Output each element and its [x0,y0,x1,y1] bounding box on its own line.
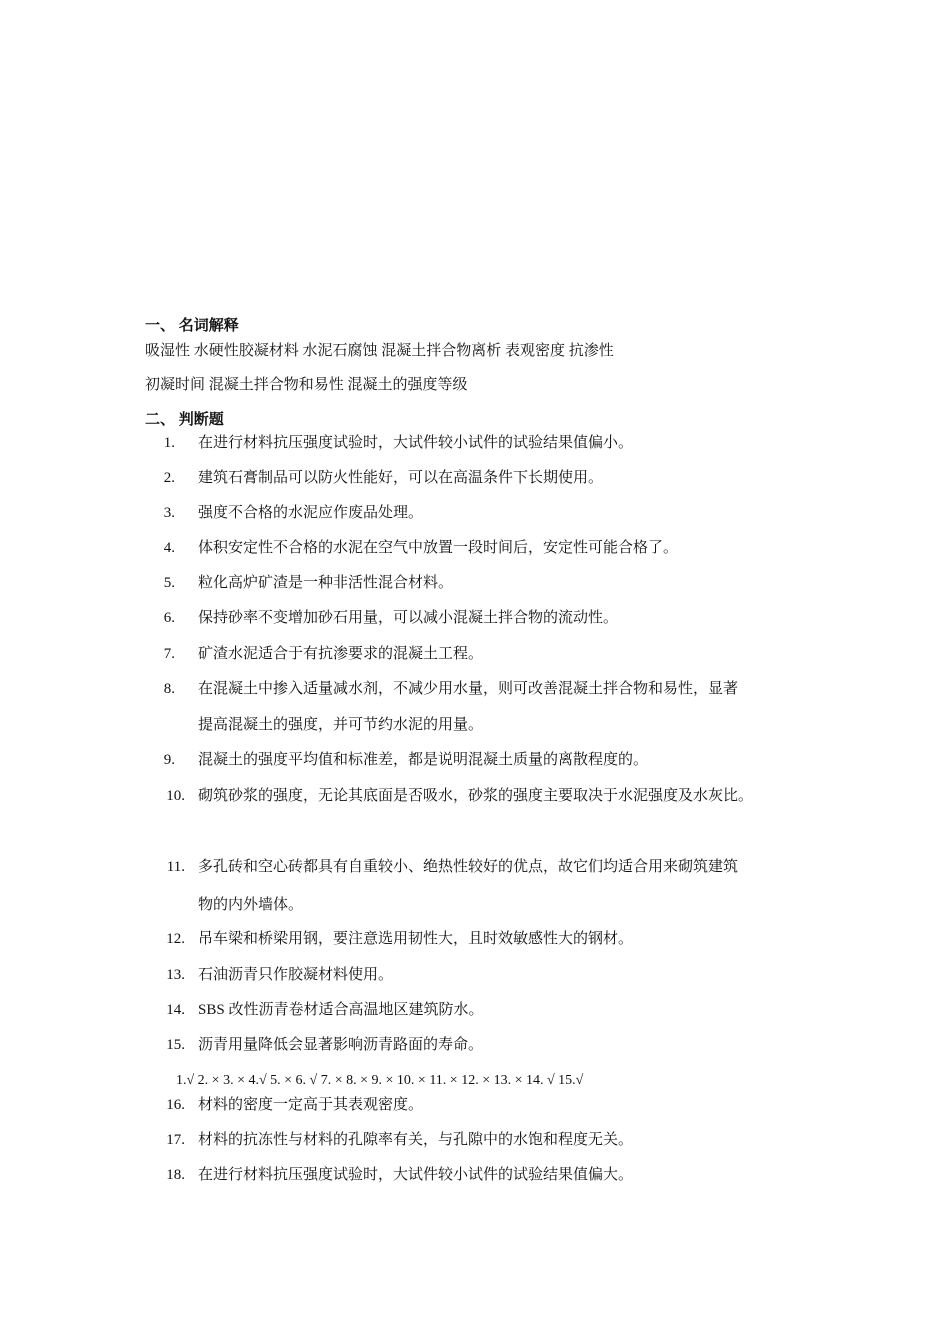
item-number: 16. [166,1097,185,1113]
item-number: 10. [166,788,185,804]
item-number: 2. [163,470,175,486]
item-text: 多孔砖和空心砖都具有自重较小、绝热性较好的优点，故它们均适合用来砌筑建筑 [198,859,739,875]
item-number: 17. [166,1132,185,1148]
item-text: 砌筑砂浆的强度，无论其底面是否吸水，砂浆的强度主要取决于水泥强度及水灰比。 [198,788,754,804]
item-number: 9. [163,752,175,768]
item-number: 3. [163,505,175,521]
item-text: 在进行材料抗压强度试验时，大试件较小试件的试验结果值偏小。 [198,435,634,451]
item-number: 15. [166,1037,185,1053]
item-number: 5. [163,575,175,591]
item-text: 材料的密度一定高于其表观密度。 [198,1097,424,1113]
item-text: 在混凝土中掺入适量减水剂，不减少用水量，则可改善混凝土拌合物和易性，显著 [198,681,739,697]
item-number: 12. [166,931,185,947]
terms-line-2: 初凝时间 混凝土拌合物和易性 混凝土的强度等级 [145,377,468,393]
item-text: 矿渣水泥适合于有抗渗要求的混凝土工程。 [198,646,484,662]
terms-line-1: 吸湿性 水硬性胶凝材料 水泥石腐蚀 混凝土拌合物离析 表观密度 抗渗性 [145,343,614,359]
item-text: 吊车梁和桥梁用钢，要注意选用韧性大，且时效敏感性大的钢材。 [198,931,634,947]
answer-key: 1.√ 2. × 3. × 4.√ 5. × 6. √ 7. × 8. × 9. × 10. × 11. × 12. × 13. × 14. √ 15.√ [176,1073,584,1088]
item-text: 混凝土的强度平均值和标准差，都是说明混凝土质量的离散程度的。 [198,752,649,768]
item-number: 14. [166,1002,185,1018]
item-text: 强度不合格的水泥应作废品处理。 [198,505,424,521]
section1-heading: 一、 名词解释 [145,318,239,334]
item-text: 粒化高炉矿渣是一种非活性混合材料。 [198,575,454,591]
item-text: SBS 改性沥青卷材适合高温地区建筑防水。 [198,1002,484,1018]
section2-heading: 二、 判断题 [145,412,224,428]
item-number: 11. [166,859,185,875]
item-number: 13. [166,967,185,983]
item-number: 6. [163,610,175,626]
item-text-continuation: 物的内外墙体。 [198,897,304,913]
item-number: 8. [163,681,175,697]
item-text: 沥青用量降低会显著影响沥青路面的寿命。 [198,1037,484,1053]
item-number: 18. [166,1167,185,1183]
item-number: 4. [163,540,175,556]
item-text: 保持砂率不变增加砂石用量，可以减小混凝土拌合物的流动性。 [198,610,619,626]
item-text: 石油沥青只作胶凝材料使用。 [198,967,394,983]
item-text: 体积安定性不合格的水泥在空气中放置一段时间后，安定性可能合格了。 [198,540,679,556]
item-number: 1. [163,435,175,451]
item-text: 建筑石膏制品可以防火性能好，可以在高温条件下长期使用。 [198,470,604,486]
item-text: 材料的抗冻性与材料的孔隙率有关，与孔隙中的水饱和程度无关。 [198,1132,634,1148]
item-text-continuation: 提高混凝土的强度，并可节约水泥的用量。 [198,717,484,733]
item-number: 7. [163,646,175,662]
item-text: 在进行材料抗压强度试验时，大试件较小试件的试验结果值偏大。 [198,1167,634,1183]
